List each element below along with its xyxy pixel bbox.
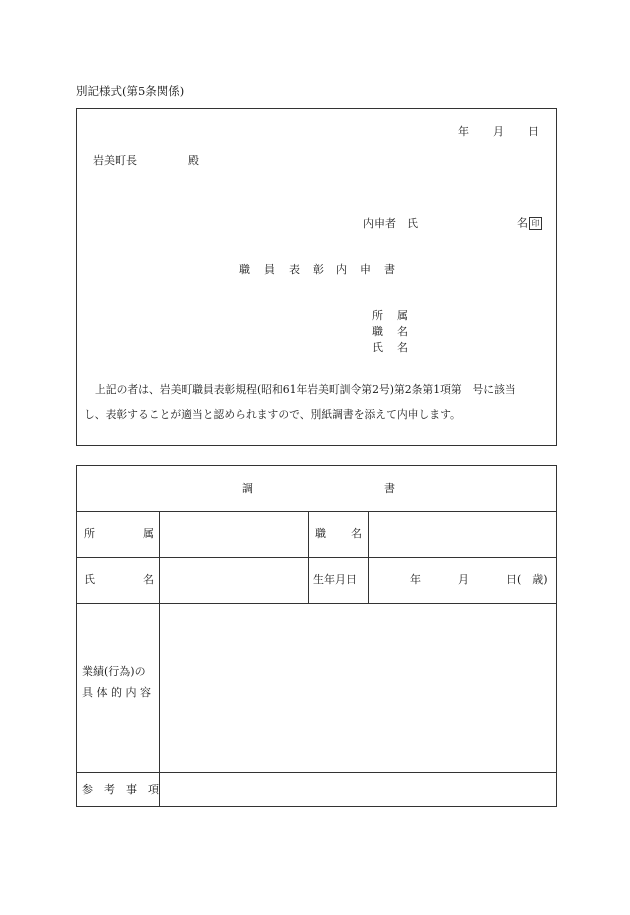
seal-mark: 印 <box>529 217 542 230</box>
body-line-2: し、表彰することが適当と認められますので、別紙調書を添えて内申します。 <box>84 408 461 421</box>
form-title-char-6: 申 <box>360 263 371 276</box>
form-title-char-2: 員 <box>264 263 275 276</box>
achievements-label-line-2: 具体的内容 <box>82 686 155 699</box>
nominee-position-char-2: 名 <box>397 325 408 338</box>
applicant-name-suffix <box>517 217 542 230</box>
form-title-char-4: 彰 <box>313 263 324 276</box>
report-mid-rule-right <box>368 511 369 603</box>
date-year: 年 <box>458 125 469 138</box>
nominee-affiliation-char-2: 属 <box>397 309 408 322</box>
birthdate-label: 生年月日 <box>313 573 357 586</box>
affiliation-label-char-1: 所 <box>84 527 95 540</box>
report-table <box>76 465 557 807</box>
nominee-position-char-1: 職 <box>372 325 383 338</box>
remarks-label: 参 考 事 項 <box>82 783 159 796</box>
body-line-1: 上記の者は、岩美町職員表彰規程(昭和61年岩美町訓令第2号)第2条第1項第 号に該当 <box>95 383 516 396</box>
report-rule-2 <box>76 557 557 558</box>
date-month: 月 <box>493 125 504 138</box>
form-title-char-1: 職 <box>239 263 250 276</box>
date-day: 日 <box>528 125 539 138</box>
affiliation-label-char-2: 属 <box>143 527 154 540</box>
honorific: 殿 <box>188 154 199 167</box>
name-label-char-2: 名 <box>143 573 154 586</box>
report-rule-1 <box>76 511 557 512</box>
position-label-char-2: 名 <box>351 527 362 540</box>
form-title-char-7: 書 <box>384 263 395 276</box>
position-label-char-1: 職 <box>315 527 326 540</box>
nominee-name-char-2: 名 <box>397 341 408 354</box>
report-title-left: 調 <box>242 482 253 495</box>
addressee: 岩美町長 <box>93 154 137 167</box>
achievements-label-line-1: 業績(行為)の <box>82 665 146 678</box>
report-label-column-rule <box>159 511 160 807</box>
nominee-name-char-1: 氏 <box>372 341 383 354</box>
report-rule-4 <box>76 772 557 773</box>
nominee-affiliation-char-1: 所 <box>372 309 383 322</box>
birth-month: 月 <box>458 573 469 586</box>
form-title-char-3: 表 <box>289 263 300 276</box>
applicant-label: 内申者 氏 <box>363 217 418 230</box>
report-rule-3 <box>76 603 557 604</box>
birth-day-age: 日( 歳) <box>506 573 548 586</box>
report-title-right: 書 <box>384 482 395 495</box>
report-mid-rule-left <box>308 511 309 603</box>
name-suffix-text: 名 <box>517 216 528 230</box>
birth-year: 年 <box>410 573 421 586</box>
form-label: 別記様式(第5条関係) <box>76 84 185 98</box>
name-label-char-1: 氏 <box>84 573 95 586</box>
form-title-char-5: 内 <box>336 263 347 276</box>
